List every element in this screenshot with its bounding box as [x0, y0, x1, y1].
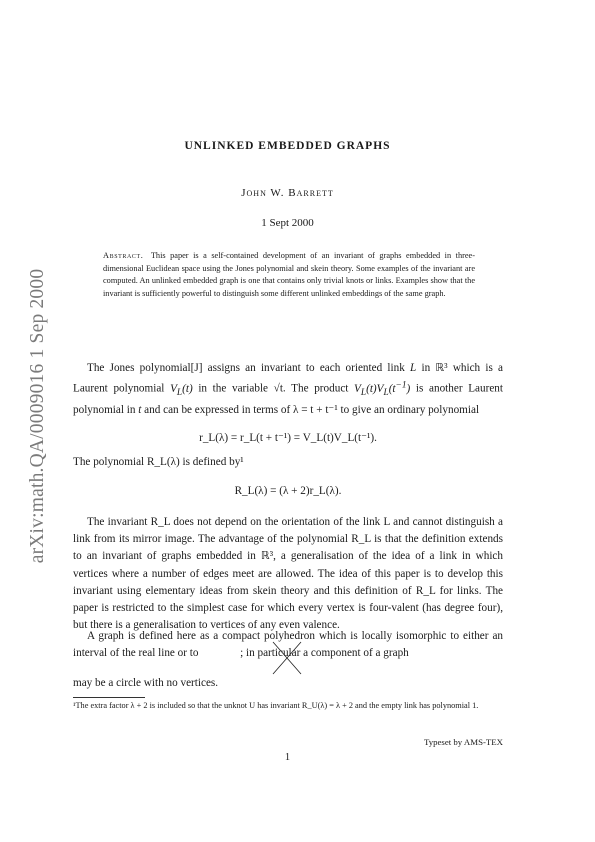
- intro-text-2: in ℝ³ which is a Laurent polynomial: [73, 362, 504, 395]
- arxiv-identifier: [22, 246, 54, 586]
- var-l: L: [410, 362, 417, 374]
- footnote-rule: [73, 697, 145, 698]
- abstract-label: Abstract.: [103, 251, 144, 260]
- intro-paragraph: [73, 360, 503, 420]
- paper-title: UNLINKED EMBEDDED GRAPHS: [184, 140, 391, 152]
- author-name: John W. Barrett: [241, 187, 334, 199]
- intro-text-5: and can be expressed in terms of λ = t + t⁻¹ to give an ordinary polynomial: [141, 404, 480, 417]
- graph-def-text-2: ; in particular a component of a graph: [240, 647, 409, 660]
- invariant-paragraph: The invariant R_L does not depend on the orientation of the link L and cannot distinguish a link from its mirror image. The advantage of the polynomial R_L is that the definition extends to an invariant of graphs embedded in ℝ³, a generalisation of the idea of a link in which vertices where a number of edges meet are allowed. The idea of this paper is to develop this invariant using elementary ideas from skein theory and this definition of R_L for links. The paper is restricted to the simplest case for which every vertex is four-valent (has degree four), but there is a generalisation to vertices of any even valence.: [73, 516, 503, 632]
- equation-rl: r_L(λ) = r_L(t + t⁻¹) = V_L(t)V_L(t⁻¹).: [199, 432, 377, 444]
- page-number: 1: [284, 752, 291, 763]
- abstract-text: This paper is a self-contained development of an invariant of graphs embedded in three-dimensional Euclidean space using the Jones polynomial and skein theory. Some examples of the invariant are computed. An unlinked embedded graph is one that contains only trivial knots or links. Examples show that the invariant is sufficiently powerful to distinguish some different unlinked embeddings of the same graph.: [103, 251, 475, 298]
- typeset-credit: Typeset by AMS-TEX: [423, 737, 503, 747]
- graph-definition-end: may be a circle with no vertices.: [73, 677, 219, 689]
- arxiv-identifier-text: arXiv:math.QA/0009016 1 Sep 2000: [27, 268, 48, 564]
- intro-text-3: in the variable √t. The product: [192, 382, 355, 395]
- footnote: ¹The extra factor λ + 2 is included so that the unknot U has invariant R_U(λ) = λ + 2 and the empty link has polynomial 1.: [73, 701, 479, 710]
- paper-date: 1 Sept 2000: [261, 217, 314, 229]
- intro-text-4: is another Laurent polynomial in: [73, 382, 504, 417]
- var-t: t: [138, 404, 142, 417]
- abstract: [103, 250, 475, 300]
- definition-line: The polynomial R_L(λ) is defined by¹: [73, 456, 244, 468]
- var-product: $V_L(t)V_L(t^{-1})$: [354, 380, 411, 399]
- intro-text-1: The Jones polynomial[J] assigns an invariant to each oriented link: [87, 362, 411, 374]
- four-valent-vertex-icon: [272, 641, 302, 675]
- graph-def-text-1: A graph is defined here as a compact polyhedron which is locally isomorphic to either an interval of the real line or to: [73, 630, 503, 660]
- equation-RL: R_L(λ) = (λ + 2)r_L(λ).: [234, 485, 342, 497]
- var-vlt: $V_L(t)$: [170, 382, 193, 399]
